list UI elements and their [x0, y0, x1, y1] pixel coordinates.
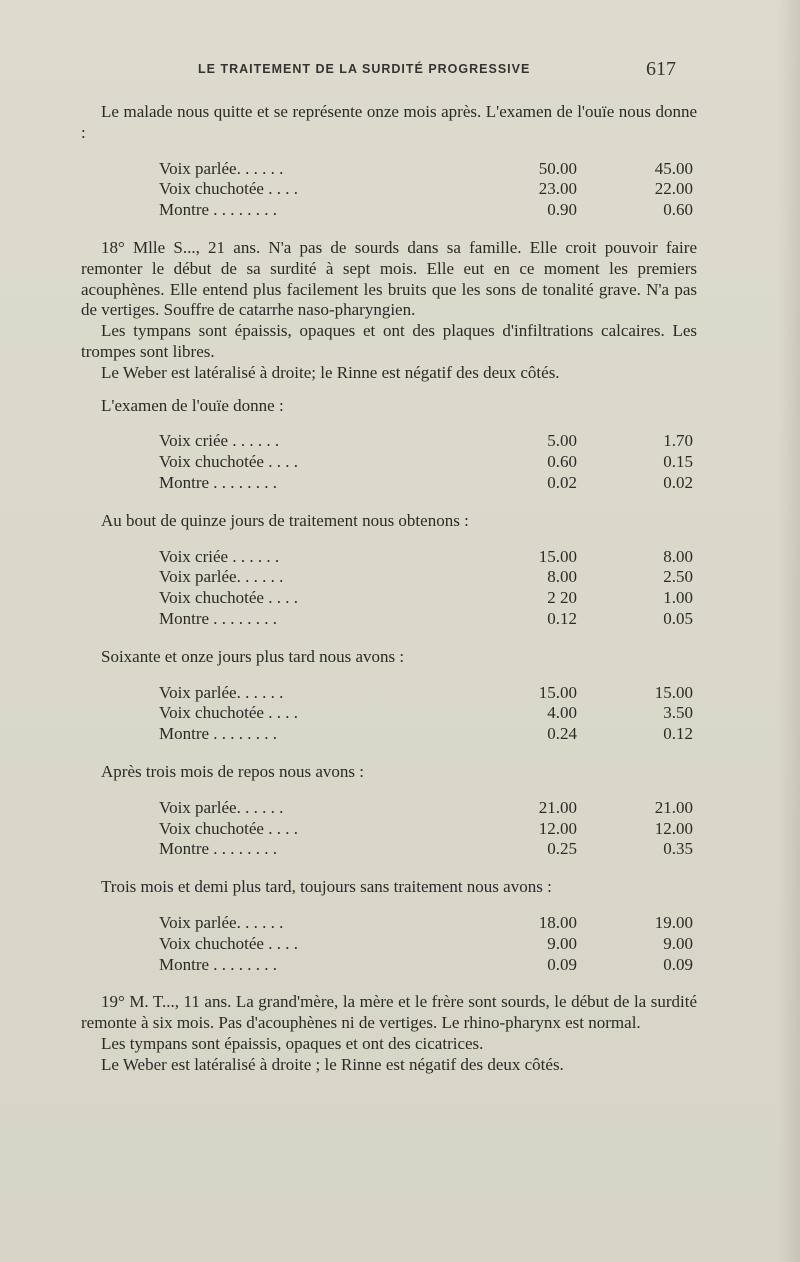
row-value-1: 2 20: [547, 588, 577, 608]
row-label: Montre . . . . . . . .: [159, 608, 278, 628]
after-more: Trois mois et demi plus tard, toujours sans traitement nous avons :: [101, 877, 552, 897]
hearing-table-4: [81, 683, 697, 745]
row-label: Voix parlée. . . . . .: [159, 682, 284, 702]
row-label: Voix criée . . . . . .: [159, 546, 280, 566]
row-value-2: 0.15: [663, 452, 693, 472]
table-row: [81, 683, 697, 704]
row-value-2: 0.35: [663, 839, 693, 859]
row-label: Montre . . . . . . . .: [159, 839, 278, 859]
row-value-1: 9.00: [547, 933, 577, 953]
table-row: [81, 819, 697, 840]
row-label: Voix chuchotée . . . .: [159, 703, 298, 723]
table-row: [81, 724, 697, 745]
intro-paragraph: Le malade nous quitte et se représente onze mois après. L'examen de l'ouïe nous donne :: [81, 102, 697, 142]
row-value-2: 0.09: [663, 954, 693, 974]
row-value-1: 18.00: [538, 912, 577, 932]
table-row: [81, 431, 697, 452]
after-rest: Après trois mois de repos nous avons :: [101, 761, 365, 781]
row-value-2: 12.00: [654, 818, 693, 838]
after-71-days: Soixante et onze jours plus tard nous avons :: [101, 646, 405, 666]
table-row: [81, 452, 697, 473]
table-row: [81, 179, 697, 200]
after-15-days: Au bout de quinze jours de traitement nous obtenons :: [101, 510, 469, 530]
hearing-table-2: [81, 431, 697, 493]
page-edge-shadow: [778, 0, 800, 1262]
table-row: [81, 798, 697, 819]
case-19-paragraph-3: Le Weber est latéralisé à droite ; le Rinne est négatif des deux côtés.: [101, 1054, 564, 1074]
row-value-1: 0.02: [547, 472, 577, 492]
table-row: [81, 609, 697, 630]
row-value-1: 0.12: [547, 608, 577, 628]
hearing-table-3: [81, 547, 697, 630]
row-value-1: 50.00: [538, 158, 577, 178]
table-row: [81, 703, 697, 724]
row-label: Voix chuchotée . . . .: [159, 818, 298, 838]
hearing-table-6: [81, 913, 697, 975]
row-value-1: 8.00: [547, 567, 577, 587]
table-row: [81, 159, 697, 180]
case-18-paragraph-1: 18° Mlle S..., 21 ans. N'a pas de sourds dans sa famille. Elle croit pouvoir faire remonter le début de sa surdité à sept mois. Elle eut en ce moment les premiers acouphènes. Elle entend plus facilement les bruits que les sons de tonalité grave. N'a pas de vertiges. Souffre de catarrhe naso-pharyngien.: [81, 237, 697, 320]
row-value-1: 0.60: [547, 452, 577, 472]
table-row: [81, 567, 697, 588]
row-value-2: 0.02: [663, 472, 693, 492]
row-value-1: 15.00: [538, 546, 577, 566]
row-value-2: 3.50: [663, 703, 693, 723]
row-value-2: 0.12: [663, 724, 693, 744]
row-value-1: 12.00: [538, 818, 577, 838]
row-value-1: 0.90: [547, 200, 577, 220]
row-value-1: 0.25: [547, 839, 577, 859]
row-label: Voix chuchotée . . . .: [159, 452, 298, 472]
row-label: Montre . . . . . . . .: [159, 472, 278, 492]
page-number: 617: [646, 58, 676, 80]
case-19-paragraph-1: 19° M. T..., 11 ans. La grand'mère, la mère et le frère sont sourds, le début de la surdité remonte à six mois. Pas d'acouphènes ni de vertiges. Le rhino-pharynx est normal.: [81, 992, 697, 1033]
page-body: [81, 102, 697, 1075]
row-value-1: 0.24: [547, 724, 577, 744]
table-row: [81, 955, 697, 976]
row-value-2: 0.60: [663, 200, 693, 220]
row-value-2: 19.00: [654, 912, 693, 932]
hearing-table-5: [81, 798, 697, 860]
row-value-2: 8.00: [663, 546, 693, 566]
row-label: Voix parlée. . . . . .: [159, 912, 284, 932]
row-label: Voix criée . . . . . .: [159, 431, 280, 451]
row-label: Voix chuchotée . . . .: [159, 588, 298, 608]
row-label: Voix chuchotée . . . .: [159, 179, 298, 199]
row-value-1: 4.00: [547, 703, 577, 723]
hearing-table-1: [81, 159, 697, 221]
case-18-exam-intro: L'examen de l'ouïe donne :: [101, 395, 284, 415]
row-value-2: 22.00: [654, 179, 693, 199]
table-row: [81, 934, 697, 955]
case-18-paragraph-2: Les tympans sont épaissis, opaques et ont des plaques d'infiltrations calcaires. Les trompes sont libres.: [81, 321, 697, 361]
table-row: [81, 588, 697, 609]
row-label: Voix parlée. . . . . .: [159, 158, 284, 178]
running-title: LE TRAITEMENT DE LA SURDITÉ PROGRESSIVE: [198, 62, 531, 76]
table-row: [81, 473, 697, 494]
row-value-2: 2.50: [663, 567, 693, 587]
table-row: [81, 547, 697, 568]
row-value-1: 0.09: [547, 954, 577, 974]
row-value-1: 21.00: [538, 797, 577, 817]
case-19-paragraph-2: Les tympans sont épaissis, opaques et ont des cicatrices.: [101, 1033, 484, 1053]
case-18-paragraph-3: Le Weber est latéralisé à droite; le Rinne est négatif des deux côtés.: [101, 362, 560, 382]
row-value-2: 21.00: [654, 797, 693, 817]
row-label: Voix parlée. . . . . .: [159, 567, 284, 587]
row-label: Montre . . . . . . . .: [159, 724, 278, 744]
row-label: Montre . . . . . . . .: [159, 200, 278, 220]
row-label: Voix chuchotée . . . .: [159, 933, 298, 953]
row-value-1: 5.00: [547, 431, 577, 451]
row-value-1: 23.00: [538, 179, 577, 199]
row-value-1: 15.00: [538, 682, 577, 702]
row-label: Montre . . . . . . . .: [159, 954, 278, 974]
row-value-2: 15.00: [654, 682, 693, 702]
row-value-2: 1.00: [663, 588, 693, 608]
row-value-2: 1.70: [663, 431, 693, 451]
row-value-2: 0.05: [663, 608, 693, 628]
row-value-2: 45.00: [654, 158, 693, 178]
row-value-2: 9.00: [663, 933, 693, 953]
row-label: Voix parlée. . . . . .: [159, 797, 284, 817]
table-row: [81, 913, 697, 934]
table-row: [81, 839, 697, 860]
table-row: [81, 200, 697, 221]
